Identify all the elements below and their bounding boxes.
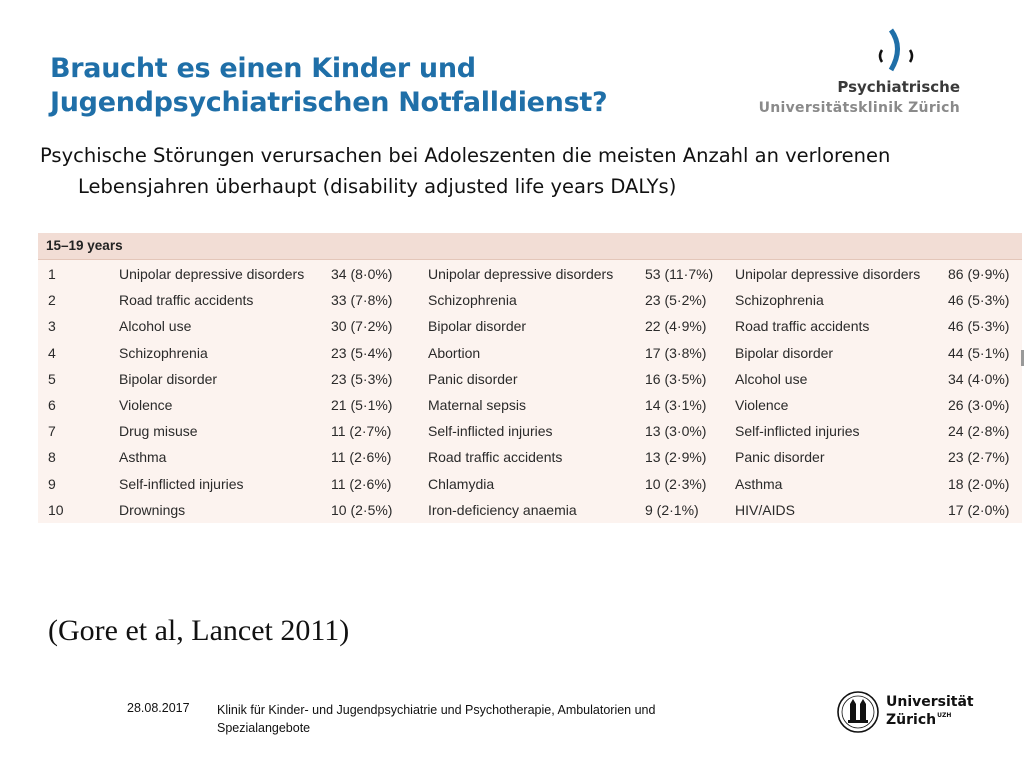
table-cell-d2: Abortion — [428, 344, 481, 361]
table-cell-d3: Self-inflicted injuries — [735, 423, 860, 440]
table-cell-v3: 46 (5·3%) — [948, 318, 1010, 335]
table-cell-v3: 86 (9·9%) — [948, 266, 1010, 282]
table-cell-v1: 23 (5·4%) — [331, 344, 393, 361]
table-cell-v1: 33 (7·8%) — [331, 292, 393, 309]
table-cell-v1: 34 (8·0%) — [331, 266, 393, 282]
table-row — [38, 392, 1022, 418]
table-row — [38, 497, 1022, 523]
table-cell-d3: Unipolar depressive disorders — [735, 266, 921, 282]
table-cell-d1: Unipolar depressive disorders — [119, 266, 305, 282]
daly-table — [38, 233, 1022, 523]
table-row — [38, 366, 1022, 392]
table-row — [38, 444, 1022, 470]
table-cell-d1: Schizophrenia — [119, 344, 208, 361]
table-cell-v2: 13 (3·0%) — [645, 423, 707, 440]
slide-title — [50, 52, 690, 120]
pui-logo — [758, 28, 960, 128]
subtitle-line2: Lebensjahren überhaupt (disability adjusted life years DALYs) — [78, 175, 677, 198]
uzh-name-line2 — [886, 712, 951, 728]
uzh-sup: UZH — [937, 712, 952, 719]
table-cell-d3: Schizophrenia — [735, 292, 824, 309]
table-cell-v1: 30 (7·2%) — [331, 318, 393, 335]
pui-logo-mark-icon — [864, 28, 924, 72]
table-cell-v2: 22 (4·9%) — [645, 318, 707, 335]
table-cell-d3: Violence — [735, 396, 789, 413]
table-cell-d1: Road traffic accidents — [119, 292, 254, 309]
table-cell-v2: 9 (2·1%) — [645, 501, 699, 518]
table-row — [38, 261, 1022, 287]
table-cell-d1: Self-inflicted injuries — [119, 475, 244, 492]
table-cell-d3: Panic disorder — [735, 449, 825, 466]
table-cell-v2: 53 (11·7%) — [645, 266, 714, 282]
table-cell-d2: Panic disorder — [428, 370, 518, 387]
uzh-name-line1: Universität — [886, 694, 974, 710]
table-cell-rank: 1 — [48, 266, 56, 282]
table-cell-rank: 2 — [48, 292, 56, 309]
table-cell-v2: 14 (3·1%) — [645, 396, 707, 413]
table-cell-d2: Iron-deficiency anaemia — [428, 501, 577, 518]
table-cell-d3: Asthma — [735, 475, 783, 492]
table-cell-v3: 17 (2·0%) — [948, 501, 1010, 518]
table-cell-v2: 16 (3·5%) — [645, 370, 707, 387]
slide-title-line1: Braucht es einen Kinder und — [50, 53, 476, 84]
table-cell-v2: 17 (3·8%) — [645, 344, 707, 361]
table-cell-v1: 11 (2·6%) — [331, 475, 392, 492]
pui-logo-line2: Universitätsklinik Zürich — [758, 100, 960, 116]
table-cell-d2: Chlamydia — [428, 475, 495, 492]
table-cell-rank: 4 — [48, 344, 56, 361]
table-cell-v3: 24 (2·8%) — [948, 423, 1010, 440]
pui-logo-line1: Psychiatrische — [837, 78, 960, 96]
table-cell-d1: Alcohol use — [119, 318, 192, 335]
table-cell-v1: 10 (2·5%) — [331, 501, 393, 518]
table-cell-d1: Violence — [119, 396, 173, 413]
table-cell-d2: Schizophrenia — [428, 292, 517, 309]
table-row — [38, 340, 1022, 366]
table-rows — [38, 260, 1022, 523]
table-cell-rank: 7 — [48, 423, 56, 440]
table-cell-d1: Drug misuse — [119, 423, 198, 440]
table-cell-v1: 23 (5·3%) — [331, 370, 393, 387]
table-cell-v2: 23 (5·2%) — [645, 292, 707, 309]
table-cell-d2: Unipolar depressive disorders — [428, 266, 614, 282]
table-cell-v3: 44 (5·1%) — [948, 344, 1010, 361]
table-cell-d2: Maternal sepsis — [428, 396, 527, 413]
citation: (Gore et al, Lancet 2011) — [48, 614, 350, 647]
table-cell-rank: 6 — [48, 396, 56, 413]
table-cell-d3: Bipolar disorder — [735, 344, 834, 361]
slide-subtitle — [40, 140, 980, 202]
table-cell-v3: 34 (4·0%) — [948, 370, 1010, 387]
table-row — [38, 313, 1022, 339]
footer-text: Klinik für Kinder- und Jugendpsychiatrie und Psychotherapie, Ambulatorien und Spezialangebote — [217, 703, 656, 735]
table-cell-v2: 13 (2·9%) — [645, 449, 707, 466]
table-cell-v1: 11 (2·7%) — [331, 423, 392, 440]
table-cell-d2: Self-inflicted injuries — [428, 423, 553, 440]
table-row — [38, 471, 1022, 497]
table-header: 15–19 years — [38, 233, 1022, 260]
table-cell-rank: 10 — [48, 501, 64, 518]
table-cell-rank: 8 — [48, 449, 56, 466]
uzh-logo — [836, 690, 986, 740]
table-cell-d1: Asthma — [119, 449, 167, 466]
table-cell-rank: 3 — [48, 318, 56, 335]
table-cell-v3: 18 (2·0%) — [948, 475, 1010, 492]
uzh-name-zurich: Zürich — [886, 712, 937, 728]
table-cell-v3: 26 (3·0%) — [948, 396, 1010, 413]
table-cell-v3: 23 (2·7%) — [948, 449, 1010, 466]
table-cell-d1: Bipolar disorder — [119, 370, 218, 387]
table-cell-rank: 9 — [48, 475, 56, 492]
table-cell-rank: 5 — [48, 370, 56, 387]
table-cell-d2: Road traffic accidents — [428, 449, 563, 466]
slide-title-line2: Jugendpsychiatrischen Notfalldienst? — [50, 87, 608, 118]
table-cell-v2: 10 (2·3%) — [645, 475, 707, 492]
subtitle-line1: Psychische Störungen verursachen bei Adoleszenten die meisten Anzahl an verlorenen — [40, 144, 891, 167]
table-row — [38, 287, 1022, 313]
table-cell-d3: HIV/AIDS — [735, 501, 795, 518]
table-cell-d3: Road traffic accidents — [735, 318, 870, 335]
table-cell-d2: Bipolar disorder — [428, 318, 527, 335]
table-row — [38, 418, 1022, 444]
uzh-seal-icon — [836, 690, 880, 734]
table-cell-v3: 46 (5·3%) — [948, 292, 1010, 309]
table-cell-v1: 11 (2·6%) — [331, 449, 392, 466]
table-cell-d3: Alcohol use — [735, 370, 808, 387]
footer-date: 28.08.2017 — [127, 701, 190, 715]
table-cell-d1: Drownings — [119, 501, 186, 518]
table-cell-v1: 21 (5·1%) — [331, 396, 393, 413]
